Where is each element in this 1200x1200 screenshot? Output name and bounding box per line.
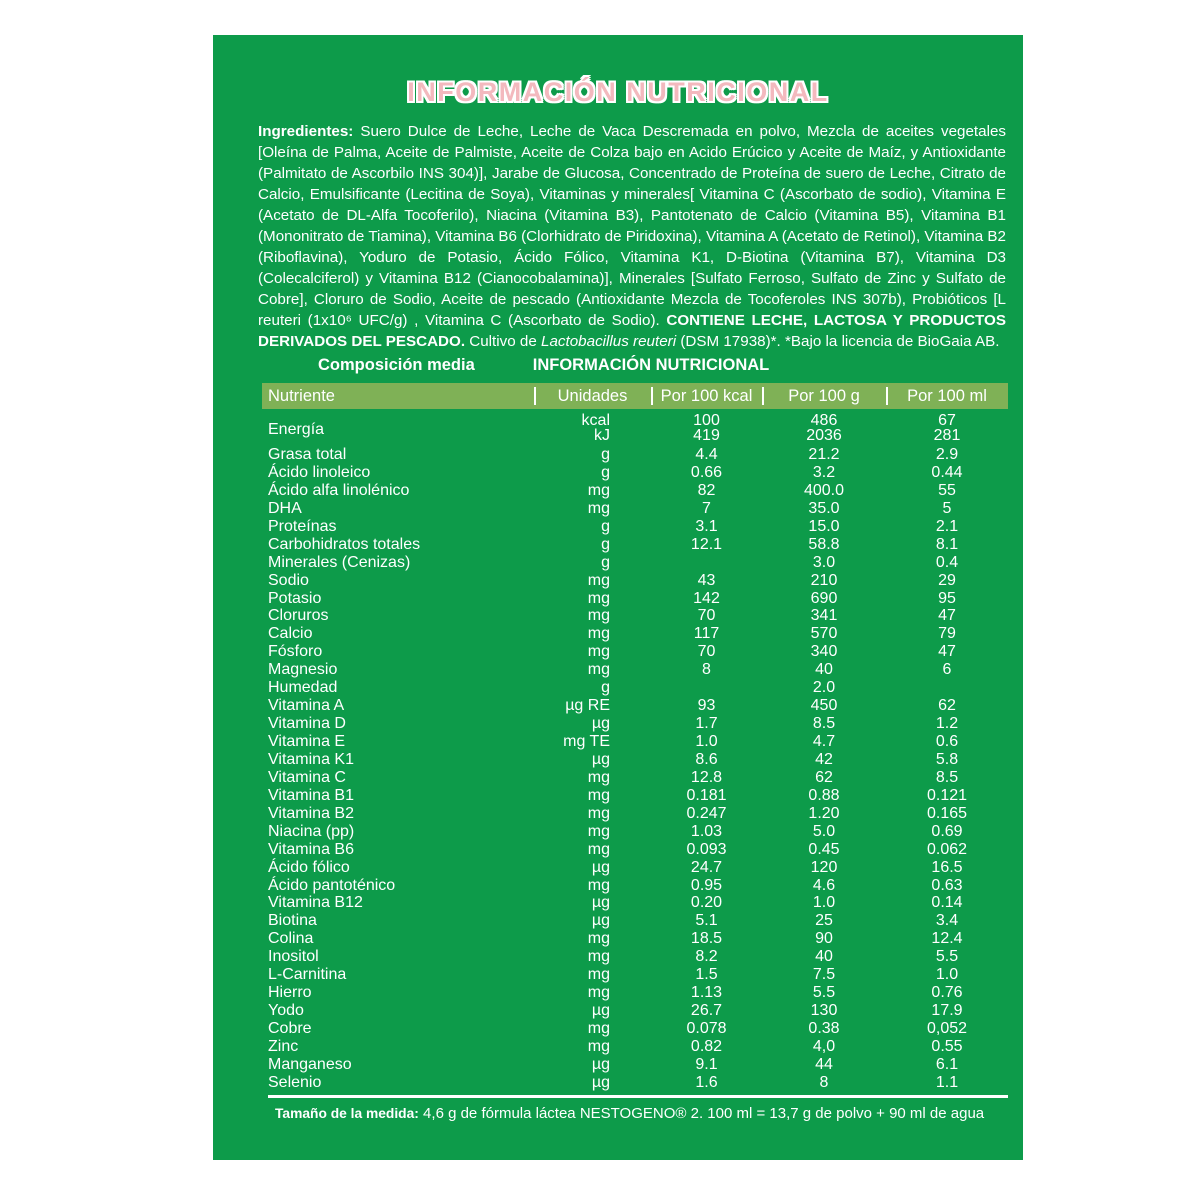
nutrient-unit: mg (587, 1020, 610, 1037)
energy-row (262, 413, 1008, 445)
nutrition-panel (213, 35, 1023, 1160)
nutrient-name: Ácido pantoténico (268, 876, 396, 894)
value-per-100g: 40 (815, 661, 833, 679)
header-por-100-kcal: Por 100 kcal (660, 386, 753, 405)
value-per-100ml: 16.5 (931, 858, 963, 876)
nutrient-name: Energía (268, 420, 325, 438)
nutrient-name: Calcio (268, 625, 313, 643)
value-per-100ml: 47 (938, 607, 956, 625)
value-per-100kcal (651, 679, 762, 697)
column-separator (762, 387, 764, 405)
nutrient-unit: mg (587, 661, 610, 679)
value-per-100kcal: 117 (693, 625, 720, 643)
value-per-100g: 4.7 (812, 733, 836, 750)
nutrient-unit: g (601, 446, 610, 463)
ingredients-body: Suero Dulce de Leche, Leche de Vaca Descremada en polvo, Mezcla de aceites vegetales [Oleína de Palma, Aceite de Palmiste, Aceite de Colza bajo en Acido Erúcico y Aceite de Maíz, y Antioxidante (Palmitato de Ascorbilo INS 304)], Jarabe de Glucosa, Concentrado de Proteína de suero de Leche, Citrato de Calcio, Emulsificante (Lecitina de Soya), Vitaminas y minerales[ Vitamina C (Ascorbato de sodio), Vitamina E (Acetato de DL-Alfa Tocoferilo), Niacina (Vitamina B3), Pantotenato de Calcio (Vitamina B5), Vitamina B1 (Mononitrato de Tiamina), Vitamina B6 (Clorhidrato de Piridoxina), Vitamina A (Acetato de Retinol), Vitamina B2 (Riboflavina), Yoduro de Potasio, Ácido Fólico, Vitamina K1, D-Biotina (Vitamina B7), Vitamina D3 (Colecalciferol) y Vitamina B12 (Cianocobalamina)], Minerales [Sulfato Ferroso, Sulfato de Zinc y Sulfato de Cobre], Cloruro de Sodio, Aceite de pescado (Antioxidante Mezcla de Tocoferoles INS 307b), Probióticos [L reuteri (1x10⁶ UFC/g) , Vitamina C (Ascorbato de Sodio). (258, 123, 1006, 329)
value-per-100kcal: 0.82 (690, 1037, 723, 1055)
value-per-100kcal: 3.1 (695, 517, 718, 535)
value-per-100g: 2.0 (812, 679, 836, 697)
table-row (262, 841, 1008, 859)
value-per-100kcal: 18.5 (690, 930, 723, 948)
nutrient-unit: µg (591, 1002, 610, 1020)
nutrient-name: Hierro (268, 984, 312, 1002)
nutrient-name: Vitamina B2 (268, 804, 354, 822)
nutrient-unit: mg (587, 840, 610, 858)
value-per-100kcal: 82 (697, 481, 716, 499)
value-per-100ml: 6 (942, 661, 952, 679)
nutrient-name: Biotina (268, 912, 317, 930)
nutrient-name: Ácido linoleico (268, 463, 371, 481)
value-per-100kcal: 142 (693, 589, 720, 607)
nutrient-unit: mg (587, 768, 610, 786)
nutrient-unit: mg (587, 876, 610, 894)
value-per-100kcal: 100 419 (693, 412, 720, 444)
value-per-100g: 58.8 (808, 535, 840, 553)
nutrient-name: Cobre (268, 1020, 312, 1037)
table-row (262, 554, 1008, 572)
header-unidades: Unidades (557, 386, 628, 405)
value-per-100g: 341 (810, 607, 838, 625)
value-per-100kcal: 0.66 (690, 463, 723, 481)
table-row (262, 715, 1008, 733)
ingredients-tail: (DSM 17938)*. *Bajo la licencia de BioGaia AB. (676, 333, 1000, 350)
nutrient-unit: mg (587, 948, 610, 966)
nutrient-name: Vitamina E (268, 733, 346, 750)
nutrient-unit: g (601, 535, 610, 553)
nutrient-name: Fósforo (268, 643, 323, 661)
value-per-100g: 5.0 (812, 822, 836, 840)
value-per-100kcal: 8 (702, 661, 711, 679)
value-per-100ml: 0.14 (931, 894, 963, 912)
nutrient-unit: µg (591, 912, 610, 930)
ingredients-label: Ingredientes: (258, 123, 354, 140)
value-per-100ml: 1.2 (935, 715, 959, 733)
table-row (262, 697, 1008, 715)
table-row (262, 859, 1008, 877)
value-per-100ml: 62 (938, 697, 956, 715)
table-row (262, 1074, 1008, 1092)
serving-size-text: 4,6 g de fórmula láctea NESTOGENO® 2. 100 ml = 13,7 g de polvo + 90 ml de agua (418, 1105, 985, 1122)
value-per-100g: 3.2 (812, 463, 836, 481)
value-per-100g: 4,0 (812, 1037, 836, 1055)
value-per-100kcal: 8.6 (695, 750, 718, 768)
column-separator (651, 387, 653, 405)
table-row (262, 1038, 1008, 1056)
serving-size-note (275, 1105, 1015, 1123)
nutrient-unit: mg (587, 625, 610, 643)
nutrient-name: Magnesio (268, 661, 338, 679)
nutrient-unit: mg (587, 607, 610, 625)
table-row (262, 625, 1008, 643)
value-per-100kcal: 1.7 (695, 715, 718, 733)
value-per-100ml: 0.69 (931, 822, 963, 840)
nutrient-name: Selenio (268, 1073, 322, 1091)
nutrient-name: Vitamina K1 (268, 750, 354, 768)
value-per-100kcal: 1.5 (695, 966, 718, 984)
value-per-100g: 1.20 (808, 804, 840, 822)
nutrient-unit: µg (591, 750, 610, 768)
value-per-100g: 4.6 (812, 876, 836, 894)
value-per-100kcal: 70 (697, 643, 716, 661)
table-row (262, 1020, 1008, 1038)
value-per-100ml: 5.8 (935, 750, 959, 768)
table-row (262, 643, 1008, 661)
value-per-100ml: 55 (938, 481, 956, 499)
value-per-100g: 40 (815, 948, 833, 966)
value-per-100g: 120 (810, 858, 838, 876)
value-per-100g: 44 (815, 1055, 833, 1073)
value-per-100ml: 8.1 (935, 535, 959, 553)
table-header-row (262, 383, 1008, 409)
nutrient-name: Ácido fólico (268, 858, 350, 876)
table-body (262, 446, 1008, 1092)
value-per-100g: 90 (815, 930, 833, 948)
value-per-100ml: 0.55 (931, 1037, 963, 1055)
nutrient-name: Ácido alfa linolénico (268, 481, 410, 499)
nutrient-unit: mg (587, 930, 610, 948)
value-per-100g: 450 (810, 697, 838, 715)
value-per-100g: 7.5 (812, 966, 836, 984)
value-per-100kcal: 26.7 (690, 1002, 723, 1020)
value-per-100ml: 0.63 (931, 876, 963, 894)
nutrient-unit: mg (587, 1037, 610, 1055)
value-per-100ml: 1.0 (935, 966, 959, 984)
nutrient-name: Colina (268, 930, 314, 948)
value-per-100ml: 17.9 (931, 1002, 963, 1020)
value-per-100ml: 67 281 (933, 412, 961, 444)
footer-divider (268, 1095, 1008, 1098)
value-per-100ml: 79 (938, 625, 956, 643)
nutrient-name: Vitamina B6 (268, 840, 354, 858)
value-per-100kcal: 7 (702, 499, 711, 517)
value-per-100g: 1.0 (812, 894, 836, 912)
table-row (262, 805, 1008, 823)
value-per-100kcal: 9.1 (695, 1055, 718, 1073)
table-row (262, 894, 1008, 912)
table-row (262, 948, 1008, 966)
value-per-100ml: 12.4 (931, 930, 963, 948)
nutrient-unit: µg (591, 858, 610, 876)
value-per-100g: 25 (815, 912, 833, 930)
value-per-100g: 5.5 (812, 984, 836, 1002)
nutrient-unit: mg (587, 571, 610, 589)
value-per-100kcal: 93 (697, 697, 716, 715)
value-per-100kcal: 0.181 (686, 786, 727, 804)
value-per-100kcal: 1.0 (695, 733, 718, 750)
value-per-100g: 15.0 (808, 517, 840, 535)
table-row (262, 733, 1008, 751)
value-per-100ml: 1.1 (935, 1073, 959, 1091)
value-per-100ml: 2.1 (935, 517, 959, 535)
nutrient-unit: mg TE (563, 733, 610, 750)
nutrient-name: Vitamina D (268, 715, 346, 733)
value-per-100ml: 2.9 (935, 446, 959, 463)
value-per-100kcal: 0.247 (686, 804, 727, 822)
value-per-100ml: 6.1 (935, 1055, 959, 1073)
value-per-100ml: 0.4 (935, 553, 959, 571)
nutrient-unit: mg (587, 822, 610, 840)
table-row (262, 607, 1008, 625)
value-per-100g: 690 (810, 589, 838, 607)
nutrient-name: Niacina (pp) (268, 822, 355, 840)
value-per-100g: 0.88 (808, 786, 840, 804)
value-per-100ml: 0.6 (935, 733, 959, 750)
table-row (262, 590, 1008, 608)
nutrient-unit: g (601, 463, 610, 481)
nutrient-name: Manganeso (268, 1055, 352, 1073)
nutrient-unit: mg (587, 499, 610, 517)
nutrient-name: Humedad (268, 679, 338, 697)
table-row (262, 518, 1008, 536)
table-row (262, 930, 1008, 948)
table-row (262, 1002, 1008, 1020)
nutrient-name: Sodio (268, 571, 309, 589)
nutrient-name: Inositol (268, 948, 319, 966)
value-per-100ml: 0.121 (926, 786, 968, 804)
value-per-100g: 210 (810, 571, 838, 589)
header-por-100-g: Por 100 g (788, 386, 860, 405)
table-row (262, 679, 1008, 697)
value-per-100ml: 0.165 (926, 804, 968, 822)
table-row (262, 446, 1008, 464)
nutrient-unit: µg (591, 715, 610, 733)
panel-title: INFORMACIÓN NUTRICIONAL (407, 77, 829, 107)
culture-name: Lactobacillus reuteri (541, 333, 677, 350)
header-por-100-ml: Por 100 ml (907, 386, 987, 405)
value-per-100ml (886, 679, 1008, 697)
value-per-100kcal: 1.6 (695, 1073, 718, 1091)
header-nutriente: Nutriente (268, 386, 335, 405)
nutrient-unit: kcal kJ (581, 412, 610, 444)
table-row (262, 823, 1008, 841)
column-separator (534, 387, 536, 405)
value-per-100kcal: 1.13 (690, 984, 723, 1002)
value-per-100g: 21.2 (808, 446, 840, 463)
nutrient-name: Vitamina C (268, 768, 346, 786)
nutrient-unit: µg (591, 894, 610, 912)
nutrient-unit: mg (587, 589, 610, 607)
value-per-100g: 3.0 (812, 553, 836, 571)
allergen-statement: CONTIENE LECHE, LACTOSA Y PRODUCTOS DERIVADOS DEL PESCADO. (258, 312, 1006, 350)
nutrient-name: Yodo (268, 1002, 304, 1020)
nutrient-name: Vitamina A (268, 697, 345, 715)
table-row (262, 787, 1008, 805)
nutrient-name: Proteínas (268, 517, 337, 535)
value-per-100ml: 95 (938, 589, 956, 607)
value-per-100kcal: 1.03 (690, 822, 723, 840)
value-per-100kcal: 12.8 (690, 768, 723, 786)
table-row (262, 769, 1008, 787)
nutrient-unit: g (601, 679, 610, 697)
nutrient-name: Carbohidratos totales (268, 535, 421, 553)
nutrient-unit: mg (587, 643, 610, 661)
nutrient-unit: µg RE (565, 697, 610, 715)
table-row (262, 966, 1008, 984)
nutrient-unit: mg (587, 481, 610, 499)
value-per-100kcal: 70 (697, 607, 716, 625)
value-per-100g: 400.0 (803, 481, 845, 499)
value-per-100ml: 0,052 (926, 1020, 968, 1037)
table-row (262, 751, 1008, 769)
value-per-100g: 8 (819, 1073, 829, 1091)
value-per-100g: 0.45 (808, 840, 840, 858)
value-per-100kcal: 12.1 (690, 535, 723, 553)
value-per-100ml: 47 (938, 643, 956, 661)
value-per-100kcal: 4.4 (695, 446, 718, 463)
table-row (262, 464, 1008, 482)
nutrient-unit: mg (587, 786, 610, 804)
table-row (262, 482, 1008, 500)
value-per-100ml: 5.5 (935, 948, 959, 966)
value-per-100ml: 0.44 (931, 463, 963, 481)
ingredients-paragraph (258, 121, 1006, 352)
table-row (262, 572, 1008, 590)
nutrient-unit: µg (591, 1055, 610, 1073)
nutrient-unit: mg (587, 966, 610, 984)
nutrient-unit: mg (587, 984, 610, 1002)
nutrient-name: Cloruros (268, 607, 329, 625)
table-row (262, 984, 1008, 1002)
value-per-100ml: 5 (942, 499, 952, 517)
caption-informacion-nutricional: INFORMACIÓN NUTRICIONAL (532, 356, 770, 374)
value-per-100g: 8.5 (812, 715, 836, 733)
nutrient-name: Vitamina B1 (268, 786, 354, 804)
value-per-100g: 35.0 (808, 499, 840, 517)
nutrient-unit: g (601, 517, 610, 535)
value-per-100ml: 29 (938, 571, 956, 589)
nutrient-unit: µg (591, 1073, 610, 1091)
value-per-100kcal: 0.20 (690, 894, 723, 912)
table-row (262, 500, 1008, 518)
table-row (262, 1056, 1008, 1074)
nutrient-name: Grasa total (268, 446, 347, 463)
nutrient-name: Potasio (268, 589, 322, 607)
value-per-100kcal: 0.95 (690, 876, 723, 894)
ingredients-mid: Cultivo de (465, 333, 542, 350)
value-per-100kcal: 24.7 (690, 858, 723, 876)
value-per-100kcal: 8.2 (695, 948, 718, 966)
value-per-100kcal: 0.093 (686, 840, 727, 858)
column-separator (886, 387, 888, 405)
nutrient-unit: g (601, 553, 610, 571)
value-per-100g: 62 (815, 768, 833, 786)
value-per-100g: 486 2036 (806, 412, 842, 444)
value-per-100ml: 0.76 (931, 984, 963, 1002)
table-row (262, 912, 1008, 930)
nutrient-name: Zinc (268, 1037, 299, 1055)
caption-composicion-media: Composición media (318, 356, 475, 374)
value-per-100g: 340 (810, 643, 838, 661)
nutrient-name: Minerales (Cenizas) (268, 553, 411, 571)
value-per-100kcal: 5.1 (695, 912, 718, 930)
value-per-100g: 42 (815, 750, 833, 768)
value-per-100kcal (651, 554, 762, 572)
table-row (262, 661, 1008, 679)
nutrient-name: DHA (268, 499, 302, 517)
value-per-100g: 0.38 (808, 1020, 840, 1037)
value-per-100kcal: 43 (697, 571, 716, 589)
value-per-100kcal: 0.078 (686, 1020, 727, 1037)
nutrient-unit: mg (587, 804, 610, 822)
value-per-100ml: 0.062 (926, 840, 968, 858)
value-per-100ml: 3.4 (935, 912, 959, 930)
nutrient-name: L-Carnitina (268, 966, 347, 984)
value-per-100ml: 8.5 (935, 768, 959, 786)
table-row (262, 536, 1008, 554)
value-per-100g: 570 (810, 625, 838, 643)
table-row (262, 877, 1008, 895)
nutrient-name: Vitamina B12 (268, 894, 363, 912)
table-captions (262, 356, 1008, 378)
value-per-100g: 130 (810, 1002, 838, 1020)
serving-size-label: Tamaño de la medida: (275, 1106, 419, 1121)
